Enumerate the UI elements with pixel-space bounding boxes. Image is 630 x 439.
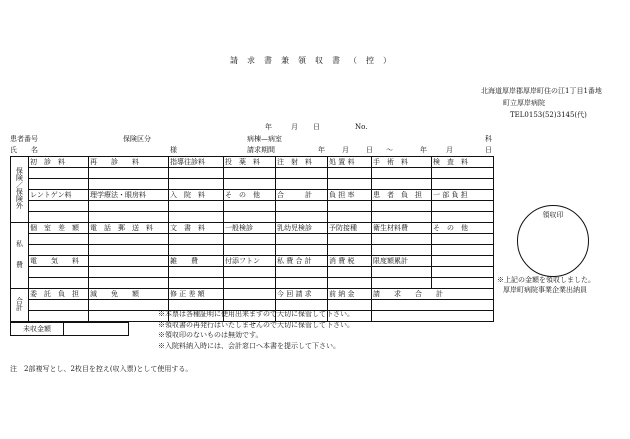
amount-cell[interactable] <box>372 278 432 289</box>
fee-header: 理学療法・眼房料 <box>89 190 169 201</box>
amount-cell[interactable] <box>276 212 328 223</box>
amount-cell[interactable] <box>432 278 494 289</box>
amount-cell[interactable] <box>224 201 276 212</box>
amount-cell[interactable] <box>29 245 89 256</box>
fee-header: 負 担 率 <box>328 190 372 201</box>
amount-cell[interactable] <box>29 179 89 190</box>
fee-header: 限度額累計 <box>372 256 432 267</box>
fee-header: 電 話 郵 送 料 <box>89 223 169 234</box>
patient-name-suffix: 様 <box>170 146 177 154</box>
fee-header: 減 免 額 <box>89 289 169 300</box>
fee-header: 前 納 金 <box>328 289 372 300</box>
amount-cell[interactable] <box>432 267 494 278</box>
amount-cell[interactable] <box>328 234 372 245</box>
amount-cell[interactable] <box>89 300 169 311</box>
insurance-side-label: 保険／保険外 <box>11 157 29 223</box>
total-side-label: 合計 <box>11 289 29 322</box>
fee-header: 検 査 料 <box>432 157 494 168</box>
note-line: ※領収書の再発行はいたしませんので大切に保管して下さい。 <box>158 321 354 329</box>
footnote: 注 2部複写とし、2枚目を控え(収入票)として使用する。 <box>10 365 193 373</box>
seal-label: 領収印 <box>542 211 564 219</box>
amount-cell[interactable] <box>89 311 169 322</box>
department-unit: 科 <box>485 135 492 143</box>
amount-cell[interactable] <box>224 212 276 223</box>
amount-cell[interactable] <box>169 267 224 278</box>
amount-cell[interactable] <box>89 278 169 289</box>
fee-header: 電 気 料 <box>29 256 89 267</box>
patient-name-label: 氏 名 <box>10 146 38 154</box>
amount-cell[interactable] <box>224 278 276 289</box>
amount-cell[interactable] <box>169 234 224 245</box>
amount-cell[interactable] <box>432 179 494 190</box>
fee-header: 付添フトン <box>224 256 276 267</box>
amount-cell[interactable] <box>328 179 372 190</box>
amount-cell[interactable] <box>224 234 276 245</box>
amount-cell[interactable] <box>224 267 276 278</box>
amount-cell[interactable] <box>276 245 328 256</box>
amount-cell[interactable] <box>372 179 432 190</box>
insurance-category-label: 保険区分 <box>123 135 151 143</box>
amount-cell[interactable] <box>224 245 276 256</box>
fee-header: 再 診 料 <box>89 157 169 168</box>
amount-cell[interactable] <box>89 234 169 245</box>
amount-cell[interactable] <box>29 267 89 278</box>
fee-header: 今 回 請 求 <box>276 289 328 300</box>
amount-cell[interactable] <box>276 300 328 311</box>
fee-header: レントゲン料 <box>29 190 89 201</box>
patient-number-label: 患者番号 <box>10 135 38 143</box>
unpaid-amount-box <box>10 322 129 336</box>
fee-header: 委 託 負 担 <box>29 289 89 300</box>
fee-header: 患 者 負 担 <box>372 190 432 201</box>
amount-cell[interactable] <box>276 267 328 278</box>
amount-cell[interactable] <box>29 168 89 179</box>
receipt-note-line2: 厚岸町病院事業企業出納員 <box>503 286 587 294</box>
period-start-year: 年 <box>318 146 325 154</box>
receipt-seal <box>517 205 589 277</box>
amount-cell[interactable] <box>372 201 432 212</box>
note-line: ※領収印のないものは無効です。 <box>158 331 263 339</box>
amount-cell[interactable] <box>328 245 372 256</box>
amount-cell[interactable] <box>169 300 224 311</box>
note-line: ※本票は各種証明に使用出来ますので大切に保管して下さい。 <box>158 310 354 318</box>
amount-cell[interactable] <box>432 245 494 256</box>
fee-header: 予防接種 <box>328 223 372 234</box>
amount-cell[interactable] <box>29 212 89 223</box>
grand-total-cell[interactable] <box>372 300 494 311</box>
amount-cell[interactable] <box>276 234 328 245</box>
fee-header <box>432 256 494 267</box>
fee-header: そ の 他 <box>224 190 276 201</box>
amount-cell[interactable] <box>432 168 494 179</box>
amount-cell[interactable] <box>328 168 372 179</box>
grand-total-cell[interactable] <box>372 311 494 322</box>
fee-header: 乳幼児検診 <box>276 223 328 234</box>
amount-cell[interactable] <box>432 201 494 212</box>
fee-header: 入 院 料 <box>169 190 224 201</box>
date-year-label: 年 <box>265 123 272 131</box>
amount-cell[interactable] <box>169 212 224 223</box>
grand-total-header: 請 求 合 計 <box>372 289 494 300</box>
period-end-day: 日 <box>485 146 492 154</box>
amount-cell[interactable] <box>89 201 169 212</box>
period-tilde: 〜 <box>386 146 393 154</box>
amount-cell[interactable] <box>372 267 432 278</box>
fee-header: 衛生材料費 <box>372 223 432 234</box>
amount-cell[interactable] <box>29 311 89 322</box>
amount-cell[interactable] <box>169 278 224 289</box>
fee-header: 個 室 差 額 <box>29 223 89 234</box>
private-side-label: 私 費 <box>11 223 29 289</box>
fee-header: 修 正 差 額 <box>169 289 224 300</box>
fee-header: 手 術 料 <box>372 157 432 168</box>
hospital-address: 北海道厚岸郡厚岸町住の江1丁目1番地 <box>481 87 602 95</box>
amount-cell[interactable] <box>328 278 372 289</box>
fee-header: 処 置 料 <box>328 157 372 168</box>
amount-cell[interactable] <box>276 278 328 289</box>
amount-cell[interactable] <box>89 179 169 190</box>
amount-cell[interactable] <box>372 168 432 179</box>
fee-header <box>89 256 169 267</box>
amount-cell[interactable] <box>169 201 224 212</box>
billing-period-label: 請求期間 <box>247 146 275 154</box>
amount-cell[interactable] <box>328 201 372 212</box>
hospital-name: 町立厚岸病院 <box>503 99 545 107</box>
amount-cell[interactable] <box>224 179 276 190</box>
fee-header: 注 射 料 <box>276 157 328 168</box>
amount-cell[interactable] <box>372 245 432 256</box>
amount-cell[interactable] <box>276 179 328 190</box>
amount-cell[interactable] <box>89 168 169 179</box>
fee-header: 指導往診料 <box>169 157 224 168</box>
period-end-year: 年 <box>420 146 427 154</box>
amount-cell[interactable] <box>372 212 432 223</box>
amount-cell[interactable] <box>432 212 494 223</box>
period-end-month: 月 <box>446 146 453 154</box>
amount-cell[interactable] <box>89 212 169 223</box>
amount-cell[interactable] <box>29 300 89 311</box>
fee-header: 一 部 負 担 <box>432 190 494 201</box>
amount-cell[interactable] <box>224 300 276 311</box>
receipt-no-label: No. <box>355 123 368 131</box>
amount-cell[interactable] <box>29 234 89 245</box>
fee-header: 投 薬 料 <box>224 157 276 168</box>
receipt-note-line1: ※上記の金額を領収しました。 <box>497 276 595 284</box>
amount-cell[interactable] <box>29 278 89 289</box>
amount-cell[interactable] <box>169 245 224 256</box>
amount-cell[interactable] <box>169 168 224 179</box>
fee-header: 初 診 料 <box>29 157 89 168</box>
period-start-day: 日 <box>366 146 373 154</box>
amount-cell[interactable] <box>328 212 372 223</box>
document-title: 請求書兼領収書（控） <box>230 56 400 65</box>
amount-cell[interactable] <box>328 267 372 278</box>
billing-table <box>10 156 494 322</box>
amount-cell[interactable] <box>29 201 89 212</box>
unpaid-amount-label: 未収金額 <box>11 323 64 335</box>
amount-cell[interactable] <box>372 234 432 245</box>
date-day-label: 日 <box>313 123 320 131</box>
fee-header: 雑 費 <box>169 256 224 267</box>
fee-header <box>224 289 276 300</box>
fee-header: そ の 他 <box>432 223 494 234</box>
amount-cell[interactable] <box>89 245 169 256</box>
amount-cell[interactable] <box>328 300 372 311</box>
note-line: ※入院料納入時には、会計窓口へ本書を提示して下さい。 <box>158 342 340 350</box>
amount-cell[interactable] <box>169 179 224 190</box>
date-month-label: 月 <box>291 123 298 131</box>
hospital-tel: TEL0153(52)3145(代) <box>510 111 587 119</box>
amount-cell[interactable] <box>276 168 328 179</box>
amount-cell[interactable] <box>224 168 276 179</box>
fee-header: 文 書 料 <box>169 223 224 234</box>
fee-header: 一般検診 <box>224 223 276 234</box>
amount-cell[interactable] <box>432 234 494 245</box>
fee-header: 消 費 税 <box>328 256 372 267</box>
ward-room-label: 病棟—病室 <box>247 135 282 143</box>
fee-header: 私 費 合 計 <box>276 256 328 267</box>
period-start-month: 月 <box>342 146 349 154</box>
amount-cell[interactable] <box>89 267 169 278</box>
amount-cell[interactable] <box>276 201 328 212</box>
fee-header: 合 計 <box>276 190 328 201</box>
